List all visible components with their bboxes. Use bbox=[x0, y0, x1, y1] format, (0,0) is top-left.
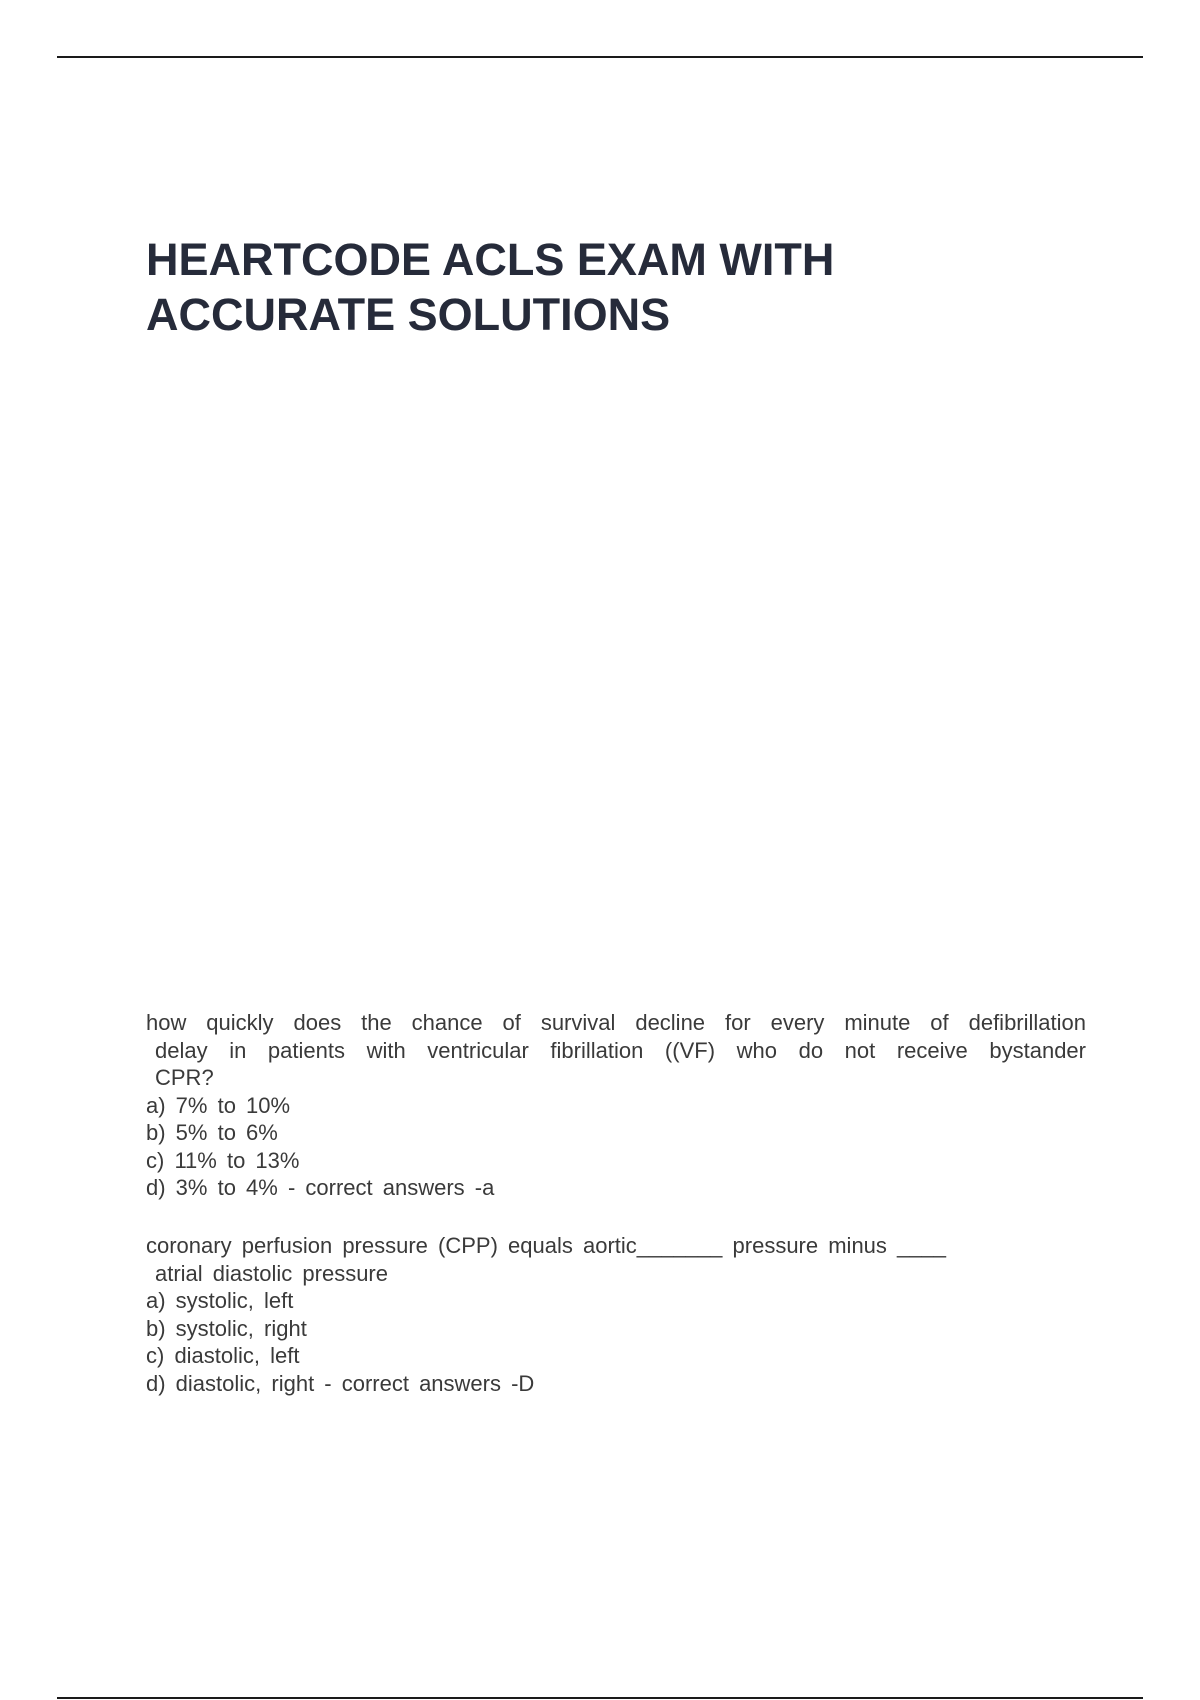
question-2 bbox=[146, 1232, 1086, 1397]
answer-option: a) 7% to 10% bbox=[146, 1092, 291, 1118]
answer-option: d) diastolic, right - correct answers -D bbox=[146, 1370, 535, 1396]
stem-line: how quickly does the chance of survival decline for every minute of defibrillation bbox=[146, 1010, 1086, 1035]
stem-line: CPR? bbox=[155, 1065, 214, 1090]
answer-options bbox=[146, 1287, 1086, 1397]
answer-options bbox=[146, 1092, 1086, 1202]
answer-option: c) diastolic, left bbox=[146, 1343, 300, 1368]
answer-option: b) systolic, right bbox=[146, 1315, 307, 1341]
bottom-rule bbox=[57, 1697, 1143, 1699]
top-rule bbox=[57, 56, 1143, 58]
stem-line: atrial diastolic pressure bbox=[155, 1260, 388, 1286]
document-title bbox=[146, 232, 1046, 342]
stem-line: coronary perfusion pressure (CPP) equals aortic_______ pressure minus ____ bbox=[146, 1233, 946, 1258]
question-1 bbox=[146, 1009, 1086, 1202]
title-line: ACCURATE SOLUTIONS bbox=[146, 289, 671, 340]
answer-option: a) systolic, left bbox=[146, 1288, 294, 1313]
question-stem bbox=[146, 1232, 1086, 1287]
question-stem bbox=[146, 1009, 1086, 1092]
answer-option: b) 5% to 6% bbox=[146, 1120, 278, 1145]
answer-option: d) 3% to 4% - correct answers -a bbox=[146, 1175, 495, 1200]
stem-line: delay in patients with ventricular fibrillation ((VF) who do not receive bystander bbox=[155, 1037, 1086, 1063]
title-line: HEARTCODE ACLS EXAM WITH bbox=[146, 234, 835, 285]
answer-option: c) 11% to 13% bbox=[146, 1147, 300, 1173]
